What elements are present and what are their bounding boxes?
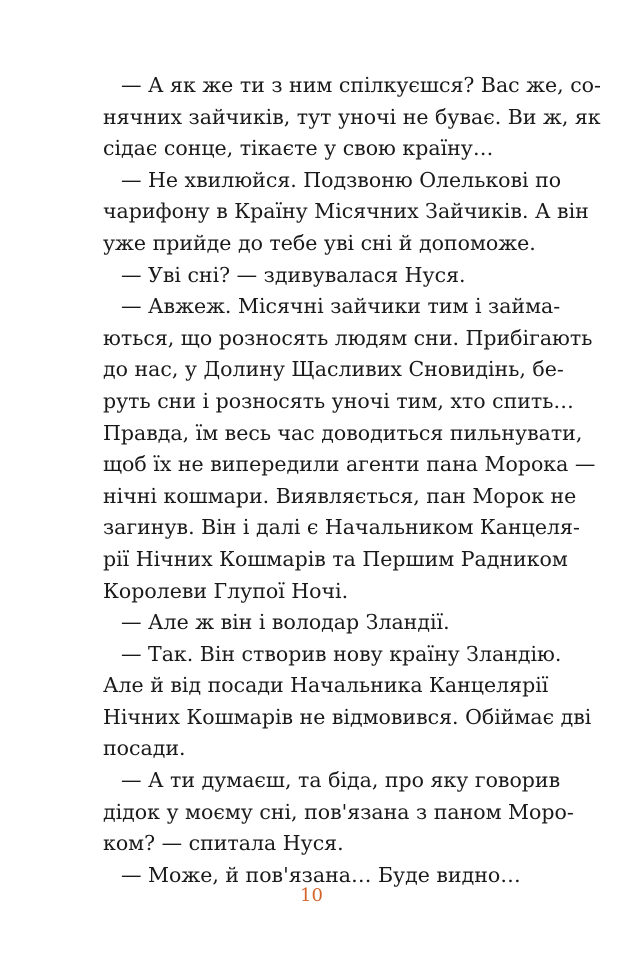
- text-line: — Уві сні? — здивувалася Нуся.: [121, 262, 466, 287]
- text-line: нячних зайчиків, тут уночі не буває. Ви ж, як: [103, 104, 601, 129]
- text-line: нічні кошмари. Виявляється, пан Морок не: [103, 483, 577, 508]
- text-line: — Так. Він створив нову країну Зландію.: [121, 641, 562, 666]
- text-line: — А ти думаєш, та біда, про яку говорив: [121, 768, 561, 793]
- text-line: посади.: [103, 736, 186, 761]
- text-line: рії Нічних Кошмарів та Першим Радником: [103, 546, 568, 571]
- text-line: — Може, й пов'язана… Буде видно…: [121, 862, 521, 887]
- text-line: дідок у моєму сні, пов'язана з паном Моро-: [103, 799, 574, 824]
- text-line: сідає сонце, тікаєте у свою країну…: [103, 136, 494, 161]
- text-line: Але й від посади Начальника Канцелярії: [103, 673, 549, 698]
- text-line: Нічних Кошмарів не відмовився. Обіймає дві: [103, 704, 592, 729]
- text-line: щоб їх не випередили агенти пана Морока —: [103, 452, 596, 477]
- text-line: — Авжеж. Місячні зайчики тим і займа-: [121, 294, 561, 319]
- text-line: чарифону в Країну Місячних Зайчиків. А він: [103, 199, 589, 224]
- body-text: [103, 70, 601, 891]
- text-line: загинув. Він і далі є Начальником Канцеля-: [103, 515, 580, 540]
- text-line: ком? — спитала Нуся.: [103, 831, 344, 856]
- text-line: уже прийде до тебе уві сні й допоможе.: [103, 230, 536, 255]
- page-number: 10: [300, 885, 323, 906]
- text-line: — Але ж він і володар Зландії.: [121, 610, 450, 635]
- text-line: ються, що розносять людям сни. Прибігають: [103, 325, 593, 350]
- text-line: — А як же ти з ним спілкуєшся? Вас же, со-: [121, 73, 601, 97]
- text-line: — Не хвилюйся. Подзвоню Олельковi по: [121, 167, 562, 192]
- text-line: до нас, у Долину Щасливих Сновидінь, бе-: [103, 357, 564, 382]
- text-line: Правда, їм весь час доводиться пильнувати,: [103, 420, 583, 445]
- text-line: руть сни і розносять уночі тим, хто спить…: [103, 388, 574, 413]
- text-line: Королеви Глупої Ночі.: [103, 578, 349, 603]
